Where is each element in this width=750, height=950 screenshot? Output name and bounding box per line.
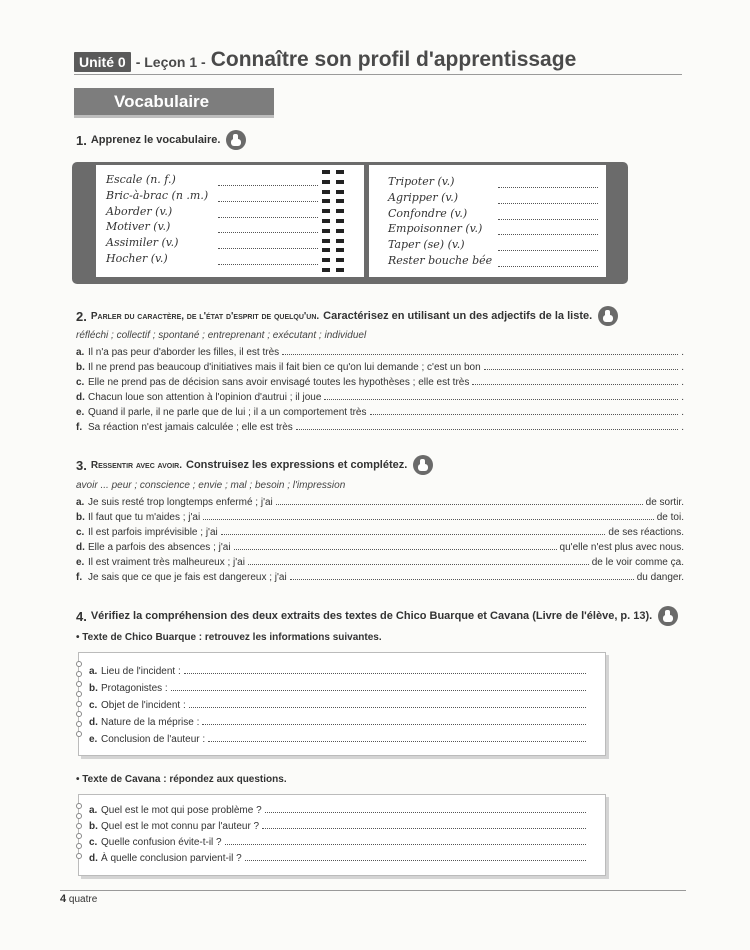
vocab-word: Escale (n. f.) xyxy=(106,173,176,186)
answer-field[interactable] xyxy=(276,495,643,505)
question-row xyxy=(89,680,589,697)
item-ending: . xyxy=(681,347,684,358)
answer-field[interactable] xyxy=(225,835,586,845)
item-text: Quelle confusion évite-t-il ? xyxy=(101,837,222,848)
answer-line xyxy=(498,187,598,188)
item-letter: c. xyxy=(89,700,98,711)
answer-field[interactable] xyxy=(221,525,606,535)
hand-pointer-icon xyxy=(226,130,246,150)
item-text: À quelle conclusion parvient-il ? xyxy=(101,853,242,864)
vocab-word: Assimiler (v.) xyxy=(106,236,179,250)
vocab-word: Bric-à-brac (n .m.) xyxy=(106,188,209,202)
spiral-ring xyxy=(318,170,348,175)
section-topic: Parler du caractère, de l'état d'esprit de quelqu'un. xyxy=(90,310,320,322)
part-2-rows xyxy=(89,803,589,867)
spiral-ring xyxy=(318,219,348,224)
item-ending: de toi. xyxy=(656,512,684,523)
exercise-row xyxy=(76,360,684,375)
answer-line xyxy=(498,219,598,220)
page-number: 4 xyxy=(60,893,67,905)
spiral-ring xyxy=(318,199,348,204)
part-2-title xyxy=(76,774,287,785)
expression-list: avoir ... peur ; conscience ; envie ; mal ; besoin ; l'impression xyxy=(76,480,346,491)
item-letter: c. xyxy=(76,377,85,388)
item-text: Quel est le mot qui pose problème ? xyxy=(101,805,262,816)
answer-line xyxy=(498,250,598,251)
answer-line xyxy=(218,248,318,249)
vocabulary-banner: Vocabulaire xyxy=(74,88,274,118)
item-letter: f. xyxy=(76,422,83,433)
answer-field[interactable] xyxy=(203,510,654,520)
question-row xyxy=(89,835,589,851)
item-letter: b. xyxy=(76,512,85,523)
footer-divider xyxy=(60,890,686,891)
section-1-heading xyxy=(76,130,246,150)
hand-pointer-icon xyxy=(413,455,433,475)
item-text: Il ne prend pas beaucoup d'initiatives mais il fait bien ce qu'on lui demande ; c'est un bon xyxy=(88,362,481,373)
section-number: 4. xyxy=(76,608,87,624)
section-instruction: Vérifiez la compréhension des deux extraits des textes de Chico Buarque et Cavana (Livre de l'élève, p. 13). xyxy=(90,610,653,622)
item-ending: de ses réactions. xyxy=(608,527,684,538)
item-letter: e. xyxy=(76,557,85,568)
question-row xyxy=(89,731,589,748)
item-ending: . xyxy=(681,392,684,403)
exercise-row xyxy=(76,570,684,585)
spiral-ring xyxy=(318,180,348,185)
lesson-label: - Leçon 1 - xyxy=(135,54,206,70)
spiral-ring xyxy=(318,190,348,195)
item-letter: b. xyxy=(89,821,98,832)
item-letter: a. xyxy=(76,347,85,358)
section-2-exercises xyxy=(76,345,684,435)
item-text: Sa réaction n'est jamais calculée ; elle est très xyxy=(88,422,293,433)
part-1-frame xyxy=(78,652,606,756)
bullet-icon: • xyxy=(76,632,83,643)
vocab-word: Motiver (v.) xyxy=(106,220,171,234)
spiral-ring xyxy=(318,248,348,253)
question-row xyxy=(89,697,589,714)
bullet-icon: • xyxy=(76,774,83,785)
answer-line xyxy=(218,185,318,186)
title-divider xyxy=(74,74,682,75)
page-header xyxy=(74,42,576,72)
item-text: Quel est le mot connu par l'auteur ? xyxy=(101,821,260,832)
answer-field[interactable] xyxy=(282,345,678,355)
vocab-word: Rester bouche bée xyxy=(388,254,493,267)
item-letter: a. xyxy=(89,805,98,816)
answer-field[interactable] xyxy=(184,664,586,674)
answer-field[interactable] xyxy=(290,570,634,580)
notebook-spiral xyxy=(318,168,348,278)
vocab-word: Empoisonner (v.) xyxy=(388,222,483,236)
question-row xyxy=(89,714,589,731)
section-3-exercises xyxy=(76,495,684,585)
answer-field[interactable] xyxy=(189,698,586,708)
item-ending: . xyxy=(681,422,684,433)
item-ending: . xyxy=(681,377,684,388)
spiral-ring xyxy=(318,268,348,273)
section-number: 2. xyxy=(76,308,87,324)
item-text: Objet de l'incident : xyxy=(101,700,186,711)
section-number: 1. xyxy=(76,132,87,148)
vocab-word: Confondre (v.) xyxy=(388,206,468,220)
section-2-heading xyxy=(76,306,618,326)
exercise-row xyxy=(76,345,684,360)
exercise-row xyxy=(76,525,684,540)
item-text: Il est parfois imprévisible ; j'ai xyxy=(88,527,218,538)
spiral-ring xyxy=(318,209,348,214)
exercise-row xyxy=(76,510,684,525)
answer-field[interactable] xyxy=(324,390,678,400)
part-1-title-text: Texte de Chico Buarque : retrouvez les informations suivantes. xyxy=(82,632,382,643)
question-row xyxy=(89,663,589,680)
answer-field[interactable] xyxy=(370,405,679,415)
section-number: 3. xyxy=(76,457,87,473)
page-footer xyxy=(60,893,97,905)
vocab-word: Taper (se) (v.) xyxy=(388,238,465,252)
item-letter: e. xyxy=(89,734,98,745)
item-ending: du danger. xyxy=(636,572,684,583)
answer-line xyxy=(498,203,598,204)
answer-field[interactable] xyxy=(171,681,586,691)
answer-line xyxy=(218,201,318,202)
item-ending: . xyxy=(681,407,684,418)
hand-pointer-icon xyxy=(598,306,618,326)
hand-pointer-icon xyxy=(658,606,678,626)
binder-rings xyxy=(76,661,82,741)
exercise-row xyxy=(76,375,684,390)
item-letter: d. xyxy=(76,542,85,553)
section-instruction: Caractérisez en utilisant un des adjectifs de la liste. xyxy=(323,310,593,322)
section-instruction: Apprenez le vocabulaire. xyxy=(90,134,221,146)
page-title: Connaître son profil d'apprentissage xyxy=(210,48,577,71)
answer-line xyxy=(218,217,318,218)
section-instruction: Construisez les expressions et complétez. xyxy=(186,459,408,471)
spiral-ring xyxy=(318,229,348,234)
answer-field[interactable] xyxy=(472,375,678,385)
item-text: Il est vraiment très malheureux ; j'ai xyxy=(88,557,245,568)
vocab-word: Tripoter (v.) xyxy=(388,175,455,188)
vocab-word: Agripper (v.) xyxy=(388,190,459,204)
question-row xyxy=(89,851,589,867)
section-topic: Ressentir avec avoir. xyxy=(90,459,182,471)
item-letter: c. xyxy=(76,527,85,538)
vocab-word: Hocher (v.) xyxy=(106,252,168,265)
answer-line xyxy=(498,266,598,267)
vocab-word: Aborder (v.) xyxy=(106,204,173,218)
section-4-heading xyxy=(76,606,678,626)
item-letter: f. xyxy=(76,572,83,583)
part-2-frame xyxy=(78,794,606,876)
answer-field[interactable] xyxy=(234,540,557,550)
item-text: Lieu de l'incident : xyxy=(101,666,181,677)
exercise-row xyxy=(76,540,684,555)
item-text: Elle ne prend pas de décision sans avoir envisagé toutes les hypothèses ; elle est très xyxy=(88,377,470,388)
answer-field[interactable] xyxy=(202,715,586,725)
item-letter: c. xyxy=(89,837,98,848)
item-letter: a. xyxy=(89,666,98,677)
page-number-word: quatre xyxy=(68,894,98,905)
spiral-ring xyxy=(318,239,348,244)
answer-field[interactable] xyxy=(484,360,679,370)
answer-line xyxy=(218,232,318,233)
item-text: Je sais que ce que je fais est dangereux ; j'ai xyxy=(88,572,287,583)
item-ending: qu'elle n'est plus avec nous. xyxy=(559,542,684,553)
item-letter: d. xyxy=(89,717,98,728)
answer-field[interactable] xyxy=(245,851,586,861)
item-text: Elle a parfois des absences ; j'ai xyxy=(88,542,231,553)
item-text: Il faut que tu m'aides ; j'ai xyxy=(88,512,201,523)
part-2-title-text: Texte de Cavana : répondez aux questions. xyxy=(82,774,287,785)
answer-field[interactable] xyxy=(248,555,589,565)
item-text: Il n'a pas peur d'aborder les filles, il est très xyxy=(88,347,280,358)
item-letter: b. xyxy=(89,683,98,694)
item-text: Nature de la méprise : xyxy=(101,717,200,728)
item-text: Je suis resté trop longtemps enfermé ; j'ai xyxy=(88,497,273,508)
exercise-row xyxy=(76,420,684,435)
exercise-row xyxy=(76,390,684,405)
binder-rings xyxy=(76,803,82,863)
exercise-row xyxy=(76,405,684,420)
adjective-list: réfléchi ; collectif ; spontané ; entreprenant ; exécutant ; individuel xyxy=(76,330,367,341)
item-text: Conclusion de l'auteur : xyxy=(101,734,206,745)
item-text: Chacun loue son attention à l'opinion d'autrui ; il joue xyxy=(88,392,322,403)
spiral-ring xyxy=(318,258,348,263)
question-row xyxy=(89,803,589,819)
answer-line xyxy=(218,264,318,265)
answer-field[interactable] xyxy=(265,803,586,813)
item-text: Protagonistes : xyxy=(101,683,168,694)
exercise-row xyxy=(76,555,684,570)
item-ending: . xyxy=(681,362,684,373)
answer-line xyxy=(498,234,598,235)
question-row xyxy=(89,819,589,835)
item-letter: e. xyxy=(76,407,85,418)
answer-field[interactable] xyxy=(296,420,678,430)
item-ending: de le voir comme ça. xyxy=(591,557,684,568)
item-ending: de sortir. xyxy=(645,497,684,508)
exercise-row xyxy=(76,495,684,510)
item-letter: a. xyxy=(76,497,85,508)
section-3-heading xyxy=(76,455,433,475)
unit-badge: Unité 0 xyxy=(74,52,131,72)
item-letter: b. xyxy=(76,362,85,373)
item-text: Quand il parle, il ne parle que de lui ; il a un comportement très xyxy=(88,407,367,418)
answer-field[interactable] xyxy=(262,819,586,829)
item-letter: d. xyxy=(89,853,98,864)
item-letter: d. xyxy=(76,392,85,403)
answer-field[interactable] xyxy=(208,732,586,742)
part-1-rows xyxy=(89,663,589,748)
part-1-title xyxy=(76,632,382,643)
